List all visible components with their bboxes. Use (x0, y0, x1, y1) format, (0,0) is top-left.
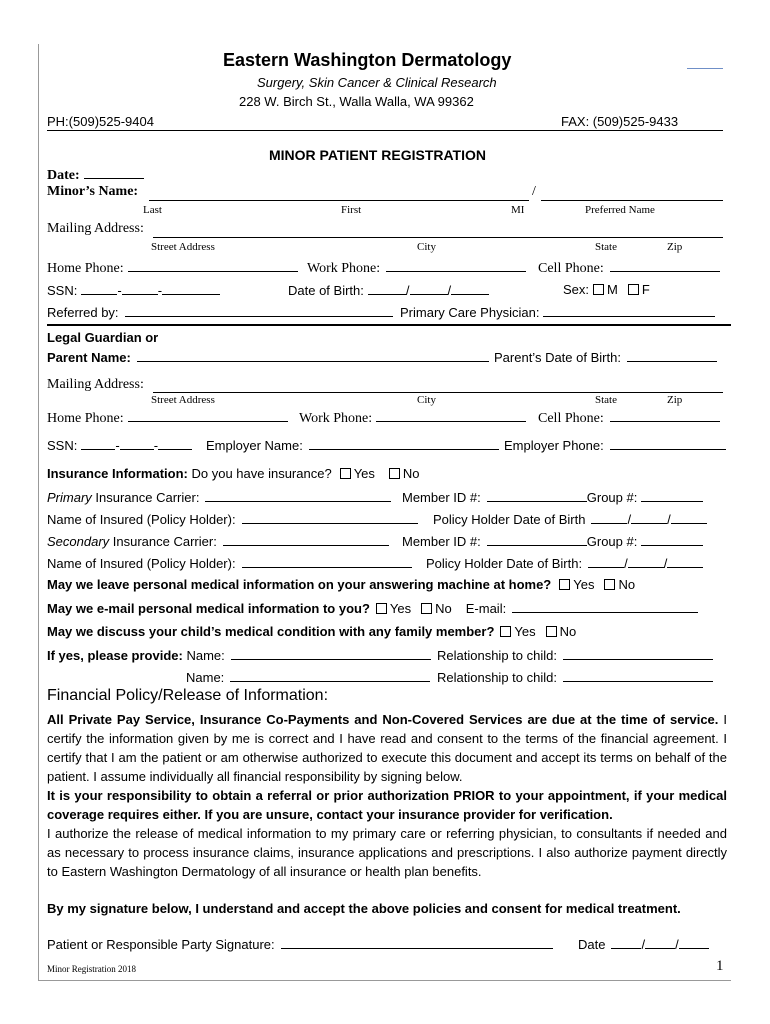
if-yes-row-1[interactable] (47, 647, 431, 663)
primary-group-label: Group #: (586, 490, 638, 505)
parent-name-blank[interactable] (137, 349, 489, 362)
relationship-row-1[interactable] (437, 647, 713, 663)
primary-carrier-blank[interactable] (205, 489, 391, 502)
p1-bold: All Private Pay Service, Insurance Co-Payments and Non-Covered Services are due at the time of service. (47, 712, 719, 727)
guardian-mailing-line[interactable] (153, 392, 723, 393)
insurance-no-checkbox[interactable] (389, 468, 400, 479)
referred-by[interactable] (47, 304, 393, 320)
financial-heading: Financial Policy/Release of Information: (47, 687, 329, 704)
primary-member-id[interactable] (402, 489, 703, 505)
secondary-group-blank[interactable] (641, 533, 703, 546)
cell-phone-label: Cell Phone: (538, 261, 604, 276)
primary-member-blank[interactable] (487, 489, 587, 502)
email-no-label: No (435, 601, 452, 616)
g-cell-phone-label: Cell Phone: (538, 411, 604, 426)
sub-preferred: Preferred Name (585, 204, 655, 216)
footer-form-id: Minor Registration 2018 (47, 964, 136, 974)
form-title: MINOR PATIENT REGISTRATION (269, 147, 486, 163)
section-divider (47, 324, 731, 326)
signature-blank[interactable] (281, 936, 553, 949)
sub-mi: MI (511, 204, 525, 216)
sub-city: City (417, 241, 436, 253)
family-yes-checkbox[interactable] (500, 626, 511, 637)
minor-dob[interactable]: Date of Birth: / / (288, 282, 489, 298)
family-no-checkbox[interactable] (546, 626, 557, 637)
minor-home-phone[interactable] (47, 259, 298, 277)
guardian-mailing-label: Mailing Address: (47, 377, 144, 392)
email-blank[interactable] (512, 600, 698, 613)
email-question (47, 600, 698, 616)
legal-guardian-label: Legal Guardian or (47, 330, 159, 345)
secondary-member-label: Member ID #: (402, 534, 481, 549)
contact-name-label-2: Name: (186, 670, 225, 685)
signature-label: Patient or Responsible Party Signature: (47, 937, 275, 952)
header-link-line (687, 68, 723, 69)
guardian-work-phone[interactable] (299, 409, 526, 427)
sex-f-label: F (641, 282, 650, 297)
employer-name[interactable] (206, 437, 499, 453)
consent-statement: By my signature below, I understand and accept the above policies and consent for medical treatment. (47, 901, 681, 916)
financial-paragraph-3: I authorize the release of medical information to my primary care or referring physician, to consultants if needed and as necessary to process insurance claims, insurance applications and prescriptions. I also authorize payment directly to Eastern Washington Dermatology of all insurance or health plan benefits. (47, 826, 727, 879)
secondary-holder-dob-label: Policy Holder Date of Birth: (426, 556, 583, 571)
minor-sex[interactable] (563, 282, 650, 297)
relationship-label-2: Relationship to child: (437, 670, 557, 685)
email-no-checkbox[interactable] (421, 603, 432, 614)
name-slash: / (532, 184, 536, 199)
guardian-home-phone[interactable] (47, 409, 288, 427)
secondary-insured-blank[interactable] (242, 555, 412, 568)
machine-yes-checkbox[interactable] (559, 579, 570, 590)
family-question-text: May we discuss your child’s medical condition with any family member? (47, 624, 495, 639)
contact-name-blank-1[interactable] (231, 647, 431, 660)
contact-name-blank-2[interactable] (230, 669, 430, 682)
clinic-name: Eastern Washington Dermatology (223, 50, 512, 70)
email-question-text: May we e-mail personal medical information to you? (47, 601, 370, 616)
employer-phone-blank[interactable] (610, 437, 726, 450)
email-yes-checkbox[interactable] (376, 603, 387, 614)
minor-mailing-label: Mailing Address: (47, 221, 144, 236)
relationship-blank-1[interactable] (563, 647, 713, 660)
primary-carrier-label: Insurance Carrier: (95, 490, 200, 505)
page-number: 1 (716, 958, 724, 974)
pcp-label: Primary Care Physician: (400, 305, 540, 320)
header-divider (47, 130, 723, 131)
work-phone-label: Work Phone: (307, 261, 381, 276)
parent-dob[interactable] (494, 349, 717, 365)
machine-question-text: May we leave personal medical information on your answering machine at home? (47, 577, 552, 592)
relationship-label-1: Relationship to child: (437, 648, 557, 663)
clinic-phone: PH:(509)525-9404 (47, 114, 154, 129)
sub-state: State (595, 241, 617, 253)
primary-member-label: Member ID #: (402, 490, 481, 505)
family-yes-label: Yes (514, 624, 536, 639)
parent-name[interactable] (47, 349, 489, 365)
employer-phone[interactable] (504, 437, 726, 453)
clinic-fax: FAX: (509)525-9433 (561, 114, 679, 129)
machine-no-checkbox[interactable] (604, 579, 615, 590)
minor-cell-phone[interactable] (538, 259, 720, 277)
primary-group-blank[interactable] (641, 489, 703, 502)
primary-care[interactable] (400, 304, 715, 320)
primary-carrier[interactable] (47, 489, 391, 505)
secondary-insured[interactable] (47, 555, 412, 571)
minor-name-label: Minor’s Name: (47, 184, 139, 199)
guardian-ssn[interactable]: SSN: - - (47, 437, 192, 453)
employer-name-label: Employer Name: (206, 438, 303, 453)
parent-dob-blank[interactable] (627, 349, 717, 362)
sex-label: Sex: (563, 282, 590, 297)
signature-row[interactable] (47, 936, 553, 952)
primary-word: Primary (47, 490, 92, 505)
minor-name-line[interactable] (149, 200, 529, 201)
sub-zip: Zip (667, 241, 683, 253)
g-home-phone-blank[interactable] (128, 409, 288, 422)
insurance-question (47, 466, 420, 481)
sex-f-checkbox[interactable] (628, 284, 639, 295)
g-sub-city: City (417, 394, 436, 406)
form-page (38, 44, 731, 981)
financial-paragraph-2: It is your responsibility to obtain a referral or prior authorization PRIOR to your appointment, if your medical coverage requires either. If you are unsure, contact your insurance provider for verification. (47, 788, 727, 822)
sex-m-checkbox[interactable] (593, 284, 604, 295)
insurance-yes-label: Yes (353, 466, 375, 481)
home-phone-blank[interactable] (128, 259, 298, 272)
secondary-insured-label: Name of Insured (Policy Holder): (47, 556, 236, 571)
sub-street: Street Address (151, 241, 215, 253)
secondary-carrier-label: Insurance Carrier: (112, 534, 217, 549)
work-phone-blank[interactable] (386, 259, 526, 272)
primary-holder-dob-label: Policy Holder Date of Birth (433, 512, 586, 527)
insurance-label: Insurance Information: (47, 466, 188, 481)
if-yes-label: If yes, please provide: (47, 648, 183, 663)
machine-yes-label: Yes (573, 577, 595, 592)
primary-holder-dob[interactable]: Policy Holder Date of Birth / / (433, 511, 707, 527)
email-yes-label: Yes (389, 601, 412, 616)
contact-name-label-1: Name: (186, 648, 225, 663)
guardian-cell-phone[interactable] (538, 409, 720, 427)
secondary-group-label: Group #: (586, 534, 638, 549)
date-label: Date: (47, 168, 80, 183)
g-sub-zip: Zip (667, 394, 683, 406)
primary-insured-blank[interactable] (242, 511, 418, 524)
p1-text: I certify the information given by me is correct and I have read and consent to the terms of the financial agreement. I certify that I am the patient or am otherwise authorized to execute this document and accept its terms on behalf of the patient. I assume individually all financial responsibility by signing below. (47, 712, 727, 784)
date-blank[interactable] (84, 166, 144, 179)
primary-insured-label: Name of Insured (Policy Holder): (47, 512, 236, 527)
secondary-word: Secondary (47, 534, 110, 549)
insurance-question-text: Do you have insurance? (191, 466, 332, 481)
g-sub-street: Street Address (151, 394, 215, 406)
g-cell-phone-blank[interactable] (610, 409, 720, 422)
employer-phone-label: Employer Phone: (504, 438, 604, 453)
insurance-yes-checkbox[interactable] (340, 468, 351, 479)
dob-label: Date of Birth: (288, 283, 364, 298)
sub-last: Last (143, 204, 162, 216)
ssn-label: SSN: (47, 283, 78, 298)
machine-no-label: No (618, 577, 636, 592)
g-sub-state: State (595, 394, 617, 406)
clinic-address: 228 W. Birch St., Walla Walla, WA 99362 (239, 94, 474, 109)
secondary-carrier-blank[interactable] (223, 533, 389, 546)
preferred-name-line[interactable] (541, 200, 723, 201)
email-label: E-mail: (465, 601, 507, 616)
minor-ssn[interactable]: SSN: - - (47, 282, 220, 298)
employer-name-blank[interactable] (309, 437, 499, 450)
parent-name-label: Parent Name: (47, 350, 131, 365)
sub-first: First (341, 204, 362, 216)
date-field[interactable] (47, 166, 144, 184)
signature-date-label: Date (578, 937, 606, 952)
referred-blank[interactable] (125, 304, 393, 317)
relationship-blank-2[interactable] (563, 669, 713, 682)
relationship-row-2[interactable] (437, 669, 713, 685)
primary-insured[interactable] (47, 511, 418, 527)
g-ssn-label: SSN: (47, 438, 78, 453)
g-home-phone-label: Home Phone: (47, 411, 124, 426)
secondary-member-id[interactable] (402, 533, 703, 549)
family-no-label: No (559, 624, 577, 639)
family-question (47, 624, 576, 639)
pcp-blank[interactable] (543, 304, 715, 317)
secondary-carrier[interactable] (47, 533, 389, 549)
g-work-phone-label: Work Phone: (299, 411, 373, 426)
secondary-holder-dob[interactable]: Policy Holder Date of Birth: / / (426, 555, 703, 571)
minor-work-phone[interactable] (307, 259, 526, 277)
minor-mailing-line[interactable] (153, 237, 723, 238)
sex-m-label: M (607, 282, 618, 297)
cell-phone-blank[interactable] (610, 259, 720, 272)
financial-paragraph-1 (47, 710, 727, 786)
g-work-phone-blank[interactable] (376, 409, 526, 422)
signature-date[interactable]: Date / / (578, 936, 709, 952)
clinic-tagline: Surgery, Skin Cancer & Clinical Research (257, 75, 497, 90)
if-yes-row-2[interactable] (186, 669, 430, 685)
referred-label: Referred by: (47, 305, 119, 320)
parent-dob-label: Parent’s Date of Birth: (494, 350, 621, 365)
home-phone-label: Home Phone: (47, 261, 124, 276)
machine-question (47, 577, 635, 592)
secondary-member-blank[interactable] (487, 533, 587, 546)
insurance-no-label: No (402, 466, 420, 481)
